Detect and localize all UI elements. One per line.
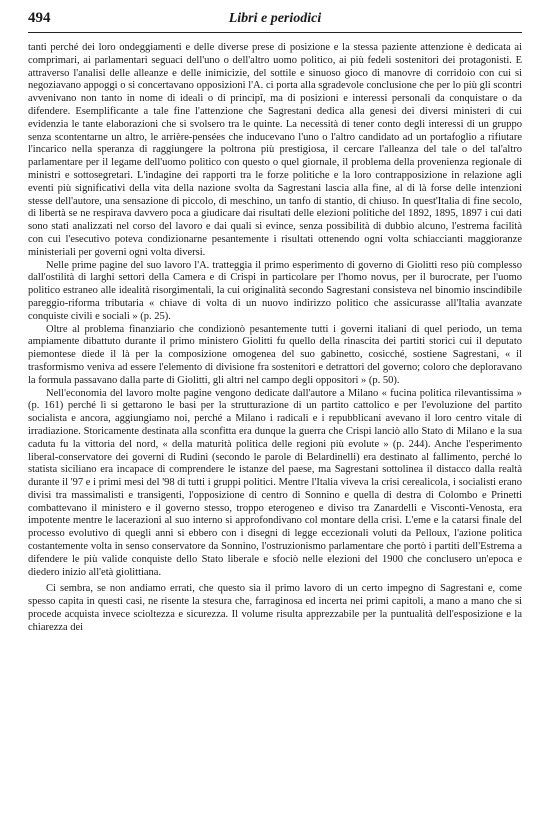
page-header bbox=[28, 10, 522, 33]
page-number: 494 bbox=[28, 10, 51, 26]
paragraph: Ci sembra, se non andiamo errati, che questo sia il primo lavoro di un certo impegno di Sagrestani e, come spesso capita in questi casi, ne risente la stesura che, farraginosa ed incerta nei primi capitoli, a mano a mano che si procede acquista invece scioltezza e sicurezza. Il volume risulta apprezzabile per la puntualità dell'esposizione e la chiarezza dei bbox=[28, 583, 522, 633]
article-body bbox=[28, 42, 522, 635]
paragraph: Oltre al problema finanziario che condizionò pesantemente tutti i governi italiani di quel periodo, un tema ampiamente dibattuto durante il primo ministero Giolitti fu quello della rinascita dei partiti storici cui il deputato piemontese diede il là per la composizione omogenea del suo gabinetto, cosicché, sostiene Sagrestani, « il trasformismo veniva ad essere l'elemento di divisione fra sostenitori e detrattori del governo; coloro che deploravano la formula passavano dalla parte di Giolitti, gli altri nel campo degli oppositori » (p. 50). bbox=[28, 323, 522, 386]
paragraph: Nelle prime pagine del suo lavoro l'A. tratteggia il primo esperimento di governo di Giolitti reso più complesso dall'ostilità di larghi settori della Camera e di Crispi in particolare per l'homo novus, per il burocrate, per l'uomo politico estraneo alle idealità risorgimentali, la cui originalità secondo Sagrestani consisteva nel binomio inscindibile pareggio-riforma tributaria « chiave di volta di un nuovo indirizzo politico che assicurasse all'Italia avanzate conquiste civili e sociali » (p. 25). bbox=[28, 259, 522, 322]
paragraph: tanti perché dei loro ondeggiamenti e delle diverse prese di posizione e la stessa paziente attenzione è dedicata ai comprimari, ai parlamentari seguaci dell'uno o dell'altro uomo politico, ai più fedeli sostenitori dei protagonisti. E attraverso l'analisi delle alleanze e delle inimicizie, del sottile e sinuoso gioco di manovre di corridoio con cui si negoziavano appoggi o si concertavano opposizioni l'A. ci porta alla sgradevole conclusione che per lo più gli scontri avvenivano non tanto in nome di ideali o di principî, ma di posizioni e interessi personali da conquistare o da difendere. Esemplificante a tale fine l'attenzione che Sagrestani dedica alla genesi dei diversi ministeri di cui evidenzia le tante elaborazioni che si svolsero tra le quinte. La necessità di tener conto degli interessi di un gruppo senza scontentarne un altro, le arrière-pensées che inducevano l'uno o l'altro candidato ad un portafoglio a rifiutare l'incarico nella speranza di raggiungere la poltrona più prestigiosa, il cercare l'alleanza del tale o del tal'altro parlamentare per il legame dell'uomo politico con questo o quel giornale, il problema della provenienza regionale di ministri e sottosegretari. L'indagine dei rapporti tra le forze politiche e la loro contrapposizione in relazione agli eventi più significativi della vita della nazione svolta da Sagrestani lascia alla fine, al di là forse delle intenzioni stesse dell'autore, una sensazione di piccolo, di meschino, un tanfo di stantio, di chiuso. In quest'Italia di fine secolo, di libertà se ne respirava davvero poca a giudicare dai risultati delle elezioni politiche del 1892, 1895, 1897 i cui dati sono stati analizzati nel corso del lavoro e dai quali si evince, senza possibilità di dubbio alcuno, l'estrema facilità con cui l'esecutivo poteva condizionarne pesantemente i risultati ottenendo ogni volta schiaccianti maggioranze ministeriali per governi ogni volta diversi. bbox=[28, 42, 522, 258]
paragraph: Nell'economia del lavoro molte pagine vengono dedicate dall'autore a Milano « fucina politica rilevantissima » (p. 161) perché lì si gettarono le basi per la strutturazione di un partito cattolico e per l'evoluzione del partito socialista e ancora, aggiungiamo noi, perché a Milano i radicali e i repubblicani avevano il loro centro vitale di irradiazione. Storicamente destinata alla sconfitta era dunque la guerra che Crispi lanciò allo Stato di Milano e la sua caduta fu la vittoria del nord, « della maturità politica delle regioni più evolute » (p. 244). Anche l'esperimento liberal-conservatore dei governi di Rudinì (secondo le parole di Belardinelli) era destinato al fallimento, perché lo statista siciliano era incapace di comprendere le istanze del paese, ma Sagrestani sottolinea il distacco dalla realtà durante il '97 e i primi mesi del '98 di tutti i gruppi politici. Mentre l'Italia viveva la crisi cerealicola, i socialisti erano divisi tra massimalisti e transigenti, l'opposizione di centro di Sonnino e quella di destra di Colombo e Prinetti combattevano il ministero e il governo stesso, troppo eterogeneo e diviso tra Zanardelli e Visconti-Venosta, era impotente mentre le lacerazioni al suo interno si approfondivano col montare della crisi. L'eme e la catarsi finale del processo evolutivo di quegli anni si ebbero con i disegni di legge eccezionali voluti da Pelloux, l'azione politica costantemente volta in senso conservatore da Sonnino, l'ostruzionismo parlamentare che portò i partiti dell'Estrema a difendere le più valide conquiste dello Stato liberale e sfociò nelle elezioni del 1900 che conclusero un'epoca e diedero inizio all'età giolittiana. bbox=[28, 387, 522, 578]
running-title: Libri e periodici bbox=[228, 11, 322, 26]
